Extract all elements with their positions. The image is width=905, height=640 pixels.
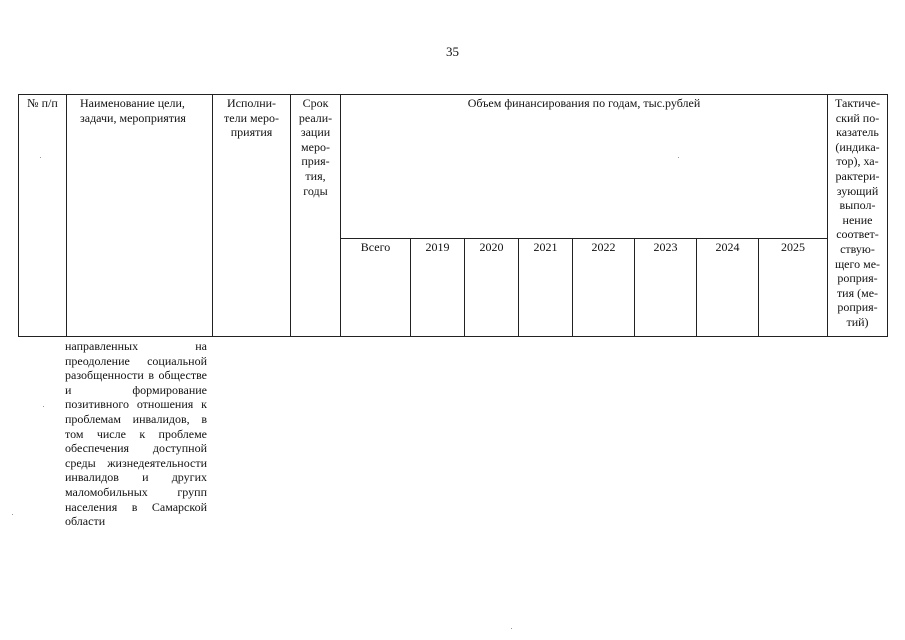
header-indicator-label: Тактиче- ский по- казатель (индика- тор), ха- рактери- зующий выпол- нение соответ- ствую- щего ме- роприя- тия (ме- роприя- тий) <box>834 96 881 329</box>
funding-year-2022-label: 2022 <box>591 240 616 254</box>
funding-year-2023-header <box>635 239 697 337</box>
funding-total-header <box>341 239 411 337</box>
funding-year-2025-label: 2025 <box>781 240 805 254</box>
funding-year-2019-header <box>411 239 465 337</box>
funding-year-2020-header <box>465 239 519 337</box>
funding-year-2024-label: 2024 <box>715 240 740 254</box>
header-name-label: Наименование цели, задачи, мероприятия <box>80 96 186 125</box>
header-name <box>67 95 213 337</box>
header-number-label: № п/п <box>27 96 58 110</box>
program-activities-table <box>18 94 888 337</box>
header-funding-label: Объем финансирования по годам, тыс.рублей <box>467 96 701 110</box>
header-number <box>19 95 67 337</box>
funding-year-2024-header <box>697 239 759 337</box>
header-executors-label: Исполни- тели меро- приятия <box>224 96 279 140</box>
page-number: 35 <box>446 44 459 59</box>
scan-speck <box>678 157 679 158</box>
funding-year-2019-label: 2019 <box>425 240 450 254</box>
scan-speck <box>12 514 13 515</box>
scan-speck <box>43 406 44 407</box>
scan-speck <box>40 157 41 158</box>
header-funding <box>341 95 828 239</box>
activity-description-continuation: направленных на преодоление социальной разобщенности в обществе и формирование позитивного отношения к проблемам инвалидов, в том числе к проблеме обеспечения доступной среды жизнедеятельности инвалидов и других маломобильных групп населения в Самарской области <box>65 339 207 529</box>
scan-speck <box>511 628 512 629</box>
header-period-label: Срок реали- зации меро- прия- тия, годы <box>298 96 333 198</box>
funding-year-2021-label: 2021 <box>533 240 558 254</box>
header-executors <box>213 95 291 337</box>
header-indicator <box>828 95 888 337</box>
funding-year-2022-header <box>573 239 635 337</box>
funding-total-label: Всего <box>360 240 391 254</box>
funding-year-2025-header <box>759 239 828 337</box>
funding-year-2023-label: 2023 <box>653 240 678 254</box>
header-period <box>291 95 341 337</box>
funding-year-2021-header <box>519 239 573 337</box>
funding-year-2020-label: 2020 <box>479 240 504 254</box>
